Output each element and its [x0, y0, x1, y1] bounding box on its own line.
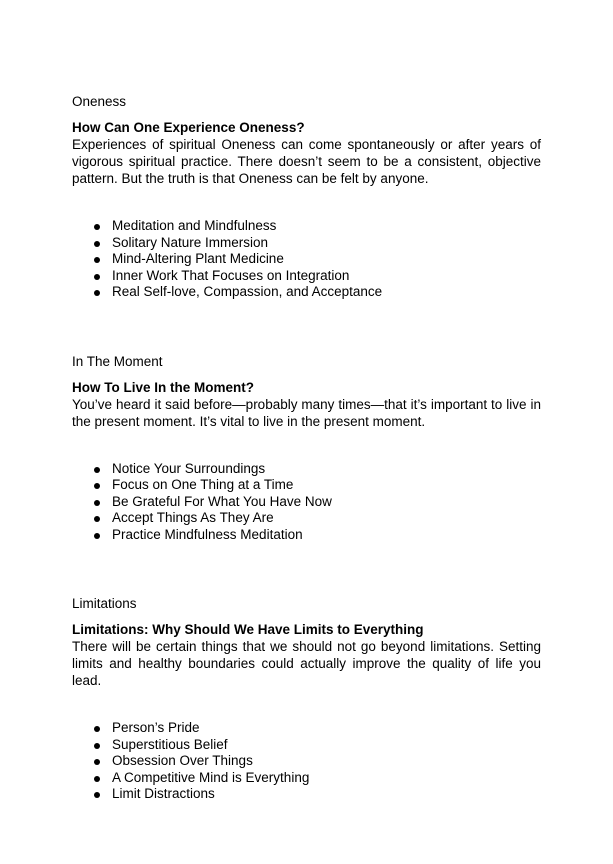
section-paragraph: There will be certain things that we should not go beyond limitations. Setting limits and healthy boundaries could actually improve the quality of life you lead.: [72, 639, 541, 688]
bullet-icon: [94, 483, 100, 489]
bullet-icon: [94, 776, 100, 782]
list-item-text: Real Self-love, Compassion, and Acceptance: [112, 284, 383, 299]
list-item-text: Inner Work That Focuses on Integration: [112, 267, 350, 283]
bullet-icon: [94, 792, 100, 798]
bullet-list: [72, 218, 541, 301]
list-item: [72, 510, 541, 527]
bullet-icon: [94, 743, 100, 749]
list-item: [72, 268, 541, 285]
list-item: [72, 235, 541, 252]
section-label: Oneness: [72, 94, 127, 109]
list-item-text: Be Grateful For What You Have Now: [112, 493, 332, 509]
section-heading: How Can One Experience Oneness?: [72, 120, 305, 135]
list-item: [72, 720, 541, 737]
bullet-icon: [94, 726, 100, 732]
bullet-icon: [94, 759, 100, 765]
bullet-list: [72, 720, 541, 803]
section-oneness: [72, 93, 541, 301]
list-item: [72, 494, 541, 511]
list-item-text: Focus on One Thing at a Time: [112, 477, 294, 492]
bullet-icon: [94, 274, 100, 280]
list-item: [72, 461, 541, 478]
list-item: [72, 737, 541, 754]
list-item-text: Mind-Altering Plant Medicine: [112, 251, 284, 266]
section-paragraph: You’ve heard it said before—probably many times—that it’s important to live in the present moment. It’s vital to live in the present moment.: [72, 396, 541, 429]
section-label: Limitations: [72, 596, 137, 611]
list-item: [72, 284, 541, 301]
list-item-text: Person’s Pride: [112, 720, 200, 735]
section-heading: Limitations: Why Should We Have Limits to Everything: [72, 622, 424, 637]
list-item-text: Limit Distractions: [112, 786, 215, 801]
bullet-icon: [94, 224, 100, 230]
list-item: [72, 477, 541, 494]
list-item-text: Superstitious Belief: [112, 736, 228, 752]
list-item-text: Solitary Nature Immersion: [112, 234, 269, 250]
bullet-icon: [94, 241, 100, 247]
list-item: [72, 251, 541, 268]
list-item-text: Notice Your Surroundings: [112, 460, 266, 476]
section-label: In The Moment: [72, 353, 163, 369]
list-item: [72, 786, 541, 803]
section-heading: How To Live In the Moment?: [72, 379, 254, 395]
list-item-text: A Competitive Mind is Everything: [112, 769, 310, 785]
bullet-icon: [94, 500, 100, 506]
bullet-icon: [94, 533, 100, 539]
bullet-list: [72, 461, 541, 544]
bullet-icon: [94, 467, 100, 473]
list-item: [72, 218, 541, 235]
list-item-text: Accept Things As They Are: [112, 510, 274, 525]
bullet-icon: [94, 257, 100, 263]
section-limitations: [72, 595, 541, 803]
list-item-text: Meditation and Mindfulness: [112, 218, 277, 233]
list-item-text: Obsession Over Things: [112, 753, 253, 768]
bullet-icon: [94, 290, 100, 296]
list-item: [72, 527, 541, 544]
list-item: [72, 753, 541, 770]
list-item-text: Practice Mindfulness Meditation: [112, 526, 303, 542]
section-in-the-moment: [72, 353, 541, 544]
section-paragraph: Experiences of spiritual Oneness can come spontaneously or after years of vigorous spiritual practice. There doesn’t seem to be a consistent, objective pattern. But the truth is that Oneness can be felt by anyone.: [72, 137, 541, 186]
list-item: [72, 770, 541, 787]
bullet-icon: [94, 516, 100, 522]
